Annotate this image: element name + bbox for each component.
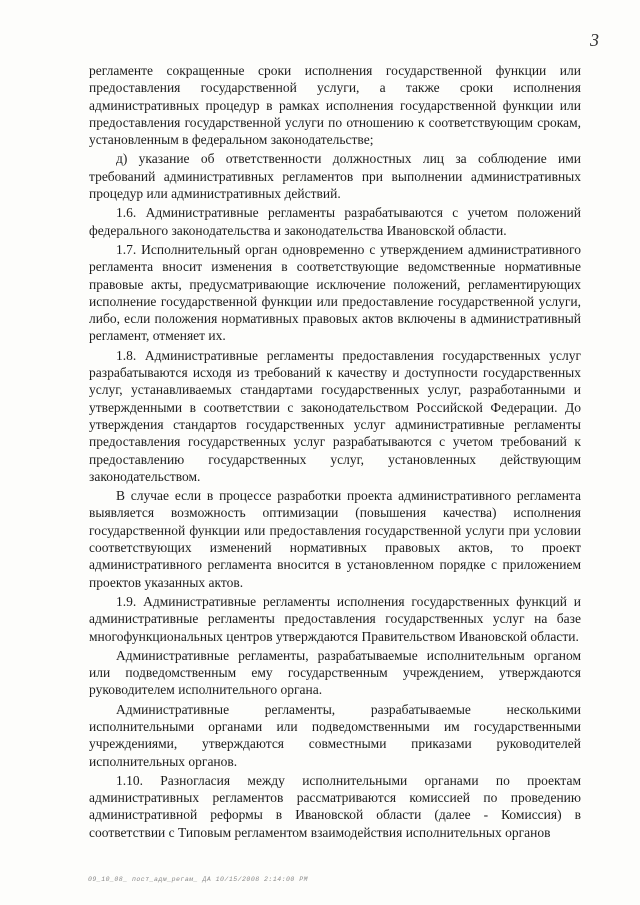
paragraph-1-6: 1.6. Административные регламенты разрабатываются с учетом положений федерального законодательства и законодательства Ивановской области. <box>89 205 581 238</box>
paragraph-continuation: регламенте сокращенные сроки исполнения государственной функции или предоставления государственной услуги, а также сроки исполнения административных процедур в рамках исполнения государственной функции или предоставления государственной услуги по отношению к соответствующим срокам, установленным в федеральном законодательстве; <box>89 63 581 148</box>
paragraph-item-d: д) указание об ответственности должностных лиц за соблюдение ими требований административных регламентов при выполнении административных процедур или административных действий. <box>89 151 581 202</box>
paragraph-1-8: 1.8. Административные регламенты предоставления государственных услуг разрабатываются исходя из требований к качеству и доступности государственных услуг, устанавливаемых стандартами государственных услуг, разработанными и утвержденными в соответствии с законодательством Российской Федерации. До утверждения стандартов государственных услуг административные регламенты предоставления государственных услуг разрабатываются с учетом требований к предоставлению государственных услуг, установленных действующим законодательством. <box>89 347 581 484</box>
page-number: 3 <box>590 30 599 50</box>
paragraph-1-8-optimization: В случае если в процессе разработки проекта административного регламента выявляется возможность оптимизации (повышения качества) исполнения государственной функции или предоставления государственной услуги при условии соответствующих изменений нормативных правовых актов, то проект административного регламента вносится в установленном порядке с приложением проектов указанных актов. <box>89 488 581 590</box>
paragraph-1-10: 1.10. Разногласия между исполнительными органами по проектам административных регламентов рассматриваются комиссией по проведению административной реформы в Ивановской области (далее - Комиссия) в соответствии с Типовым регламентом взаимодействия исполнительных органов <box>89 772 581 840</box>
paragraph-1-9: 1.9. Административные регламенты исполнения государственных функций и административные регламенты предоставления государственных услуг на базе многофункциональных центров утверждаются Правительством Ивановской области. <box>89 593 581 644</box>
paragraph-1-9-single-organ: Административные регламенты, разрабатываемые исполнительным органом или подведомственным ему государственным учреждением, утверждаются руководителем исполнительного органа. <box>89 647 581 698</box>
footer-file-stamp: 09_10_08_ пост_адм_регам_ ДА 10/15/2008 2:14:00 PM <box>88 876 309 883</box>
paragraph-1-9-joint: Административные регламенты, разрабатываемые несколькими исполнительными органами или подведомственными им государственными учреждениями, утверждаются совместными приказами руководителей исполнительных органов. <box>89 701 581 769</box>
paragraph-1-7: 1.7. Исполнительный орган одновременно с утверждением административного регламента вносит изменения в соответствующие ведомственные нормативные правовые акты, предусматривающие исключение положений, регламентирующих исполнение государственной функции или предоставление государственной услуги, либо, если положения нормативных правовых актов включены в административный регламент, отменяет их. <box>89 241 581 344</box>
document-body <box>89 62 581 843</box>
